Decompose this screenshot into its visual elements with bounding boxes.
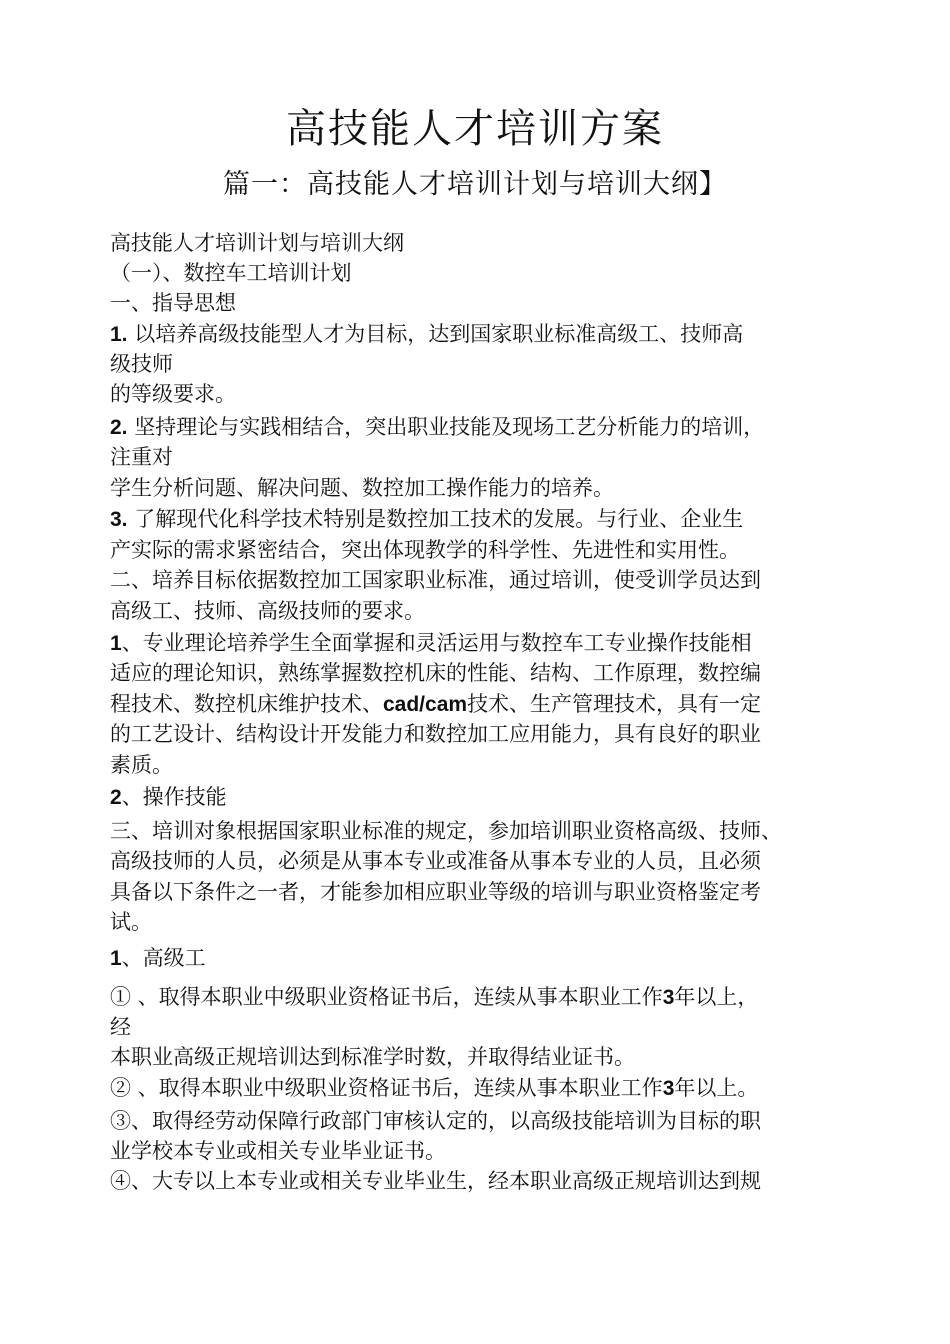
body-line bbox=[110, 907, 860, 937]
body-line bbox=[110, 228, 860, 258]
body-line bbox=[110, 473, 860, 503]
item-number: 2. bbox=[110, 416, 128, 439]
line-text: 三、培训对象根据国家职业标准的规定，参加培训职业资格高级、技师、 bbox=[110, 819, 782, 843]
line-text: 试。 bbox=[110, 910, 152, 934]
body-line bbox=[110, 596, 860, 626]
body-line bbox=[110, 535, 860, 565]
line-text: 、专业理论培养学生全面掌握和灵活运用与数控车工专业操作技能相 bbox=[121, 631, 752, 655]
body-line bbox=[110, 816, 860, 846]
body-line bbox=[110, 565, 860, 595]
inline-emphasis: 3 bbox=[662, 1077, 675, 1100]
line-text: 二、培养目标依据数控加工国家职业标准，通过培训，使受训学员达到 bbox=[110, 568, 761, 592]
line-text: 学生分析问题、解决问题、数控加工操作能力的培养。 bbox=[110, 476, 614, 500]
line-text: ② 、取得本职业中级职业资格证书后，连续从事本职业工作 bbox=[110, 1076, 663, 1100]
line-text: 经 bbox=[110, 1015, 131, 1039]
document-subtitle: 篇一：高技能人才培训计划与培训大纲】 bbox=[223, 169, 727, 200]
body-line bbox=[110, 349, 860, 379]
body-line bbox=[110, 689, 860, 720]
line-text: 具备以下条件之一者，才能参加相应职业等级的培训与职业资格鉴定考 bbox=[110, 880, 761, 904]
line-text: 业学校本专业或相关专业毕业证书。 bbox=[110, 1139, 446, 1163]
body-line bbox=[110, 658, 860, 688]
line-text: 产实际的需求紧密结合，突出体现教学的科学性、先进性和实用性。 bbox=[110, 538, 740, 562]
body-line bbox=[110, 982, 860, 1013]
line-text: 高级技师的人员，必须是从事本专业或准备从事本专业的人员，且必须 bbox=[110, 849, 761, 873]
line-text: 程技术、数控机床维护技术、 bbox=[110, 692, 383, 716]
line-text: 的工艺设计、结构设计开发能力和数控加工应用能力，具有良好的职业 bbox=[110, 722, 761, 746]
item-number: 1 bbox=[110, 632, 122, 655]
line-text: 高级工、技师、高级技师的要求。 bbox=[110, 599, 425, 623]
line-text: ④、大专以上本专业或相关专业毕业生，经本职业高级正规培训达到规 bbox=[110, 1169, 761, 1193]
line-text: 了解现代化科学技术特别是数控加工技术的发展。与行业、企业生 bbox=[127, 507, 744, 531]
body-line bbox=[110, 1012, 860, 1042]
line-text: 一、指导思想 bbox=[110, 291, 236, 315]
body-line bbox=[110, 379, 860, 409]
body-line bbox=[110, 719, 860, 749]
line-text: ③、取得经劳动保障行政部门审核认定的，以高级技能培训为目标的职 bbox=[110, 1109, 761, 1133]
body-line bbox=[110, 1166, 860, 1196]
document-title: 高技能人才培训方案 bbox=[286, 106, 664, 152]
item-number: 1. bbox=[110, 323, 128, 346]
inline-emphasis: 3 bbox=[662, 986, 675, 1009]
line-text: 本职业高级正规培训达到标准学时数，并取得结业证书。 bbox=[110, 1045, 635, 1069]
body-line bbox=[110, 1136, 860, 1166]
body-line bbox=[110, 288, 860, 318]
body-line bbox=[110, 319, 860, 350]
line-text: 年以上， bbox=[674, 985, 759, 1009]
inline-emphasis: cad/cam bbox=[383, 693, 468, 716]
line-text: 适应的理论知识，熟练掌握数控机床的性能、结构、工作原理，数控编 bbox=[110, 661, 761, 685]
line-text: 级技师 bbox=[110, 352, 173, 376]
line-text: 高技能人才培训计划与培训大纲 bbox=[110, 231, 404, 255]
body-line bbox=[110, 1073, 860, 1104]
body-line bbox=[110, 442, 860, 472]
body-line bbox=[110, 750, 860, 780]
line-text: 以培养高级技能型人才为目标，达到国家职业标准高级工、技师高 bbox=[127, 322, 744, 346]
body-line bbox=[110, 258, 860, 288]
item-number: 3. bbox=[110, 508, 128, 531]
line-text: 素质。 bbox=[110, 753, 173, 777]
line-text: 注重对 bbox=[110, 445, 173, 469]
body-line bbox=[110, 943, 860, 974]
body-line bbox=[110, 412, 860, 443]
line-text: 的等级要求。 bbox=[110, 382, 236, 406]
line-text: 坚持理论与实践相结合，突出职业技能及现场工艺分析能力的培训， bbox=[127, 415, 765, 439]
body-line bbox=[110, 504, 860, 535]
line-text: 技术、生产管理技术，具有一定 bbox=[467, 692, 762, 716]
item-number: 2 bbox=[110, 786, 122, 809]
body-line bbox=[110, 782, 860, 813]
body-line bbox=[110, 628, 860, 659]
body-line bbox=[110, 877, 860, 907]
item-number: 1 bbox=[110, 947, 122, 970]
line-text: ① 、取得本职业中级职业资格证书后，连续从事本职业工作 bbox=[110, 985, 663, 1009]
body-line bbox=[110, 846, 860, 876]
line-text: 、高级工 bbox=[121, 946, 206, 970]
line-text: 、操作技能 bbox=[121, 785, 227, 809]
body-line bbox=[110, 1106, 860, 1136]
body-line bbox=[110, 1042, 860, 1072]
line-text: （一）、数控车工培训计划 bbox=[110, 261, 352, 285]
line-text: 年以上。 bbox=[674, 1076, 759, 1100]
